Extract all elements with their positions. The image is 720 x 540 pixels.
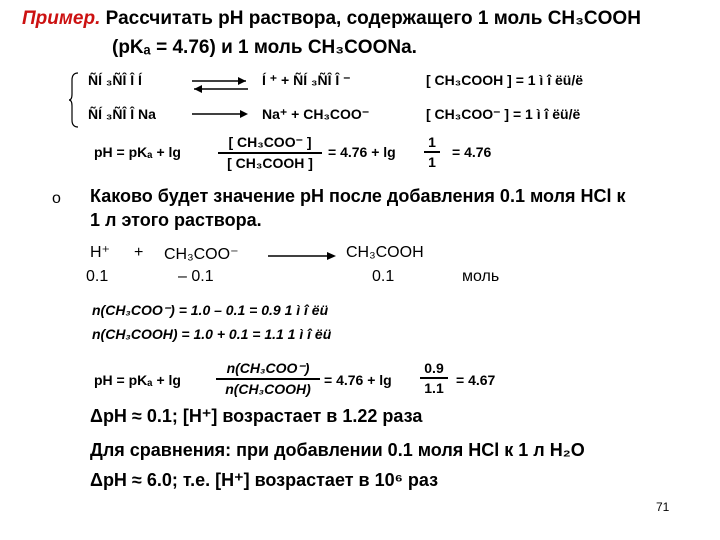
reaction-1-left: ÑÍ ₃ÑÎ Î Í	[88, 72, 142, 88]
reaction-2-right: Na⁺ + CH₃COO⁻	[262, 106, 370, 122]
delta-ph-line-2: ΔрН ≈ 6.0; т.е. [H⁺] возрастает в 10⁶ раз	[90, 470, 439, 490]
arrow-right-icon	[190, 108, 250, 120]
amount-acetate-line: n(CH₃COO⁻) = 1.0 – 0.1 = 0.9 1 ì î ëü	[92, 302, 329, 318]
formula-2-lhs: pH = pKₐ + lg	[94, 372, 181, 388]
amount-product: 0.1	[372, 268, 395, 285]
page-title	[22, 8, 641, 30]
amount-h: 0.1	[86, 268, 109, 285]
formula-1-numerator-2: 1	[428, 134, 436, 150]
formula-2-numerator: n(CH₃COO⁻)	[226, 360, 310, 376]
arrow-right-icon	[266, 250, 338, 262]
left-brace	[68, 72, 80, 128]
reaction-2-concentration: [ CH₃COO⁻ ] = 1 ì î ëü/ë	[426, 106, 581, 122]
comparison-line: Для сравнения: при добавлении 0.1 моля HCl к 1 л H₂O	[90, 440, 585, 460]
reaction-3-h: H⁺	[90, 244, 110, 261]
title-line-2: (pKₐ = 4.76) и 1 моль CH₃COONa.	[112, 37, 417, 58]
question-line-2: 1 л этого раствора.	[90, 210, 262, 230]
formula-1-fraction	[218, 134, 322, 171]
amount-acetate: – 0.1	[178, 268, 214, 285]
amount-acid-line: n(CH₃COOH) = 1.0 + 0.1 = 1.1 1 ì î ëü	[92, 326, 332, 342]
formula-1-middle: = 4.76 + lg	[328, 144, 396, 160]
formula-1-numerator: [ CH₃COO⁻ ]	[228, 134, 312, 150]
formula-1-denominator-2: 1	[428, 154, 436, 170]
reaction-1-right: Í ⁺ + ÑÍ ₃ÑÎ Î ⁻	[262, 72, 351, 88]
formula-2-fraction	[216, 360, 320, 397]
formula-2-numerator-2: 0.9	[424, 360, 444, 376]
reaction-2-left: ÑÍ ₃ÑÎ Î Na	[88, 106, 156, 122]
formula-2-denominator: n(CH₃COOH)	[225, 381, 311, 397]
page-number: 71	[656, 500, 670, 514]
reaction-3-product: CH₃COOH	[346, 244, 424, 261]
reaction-3-plus: +	[134, 244, 144, 261]
formula-2-denominator-2: 1.1	[424, 380, 444, 396]
formula-1-result: = 4.76	[452, 144, 492, 160]
title-line-1: Рассчитать рН раствора, содержащего 1 моль CH₃COOH	[105, 8, 641, 29]
reaction-3-acetate: CH₃COO⁻	[164, 246, 239, 263]
bullet-marker: o	[52, 190, 61, 207]
reaction-1-concentration: [ CH₃COOH ] = 1 ì î ëü/ë	[426, 72, 584, 88]
question-line-1: Каково будет значение рН после добавления 0.1 моля HCl к	[90, 186, 626, 206]
formula-1-fraction-2	[424, 134, 440, 170]
formula-1-denominator: [ CH₃COOH ]	[227, 155, 313, 171]
formula-2-result: = 4.67	[456, 372, 496, 388]
delta-ph-line-1: ΔрН ≈ 0.1; [H⁺] возрастает в 1.22 раза	[90, 406, 423, 426]
example-label: Пример.	[22, 8, 101, 29]
equilibrium-arrow-icon	[190, 76, 250, 94]
formula-2-middle: = 4.76 + lg	[324, 372, 392, 388]
amount-unit: моль	[462, 268, 500, 285]
formula-2-fraction-2	[420, 360, 448, 396]
formula-1-lhs: pH = pKₐ + lg	[94, 144, 181, 160]
